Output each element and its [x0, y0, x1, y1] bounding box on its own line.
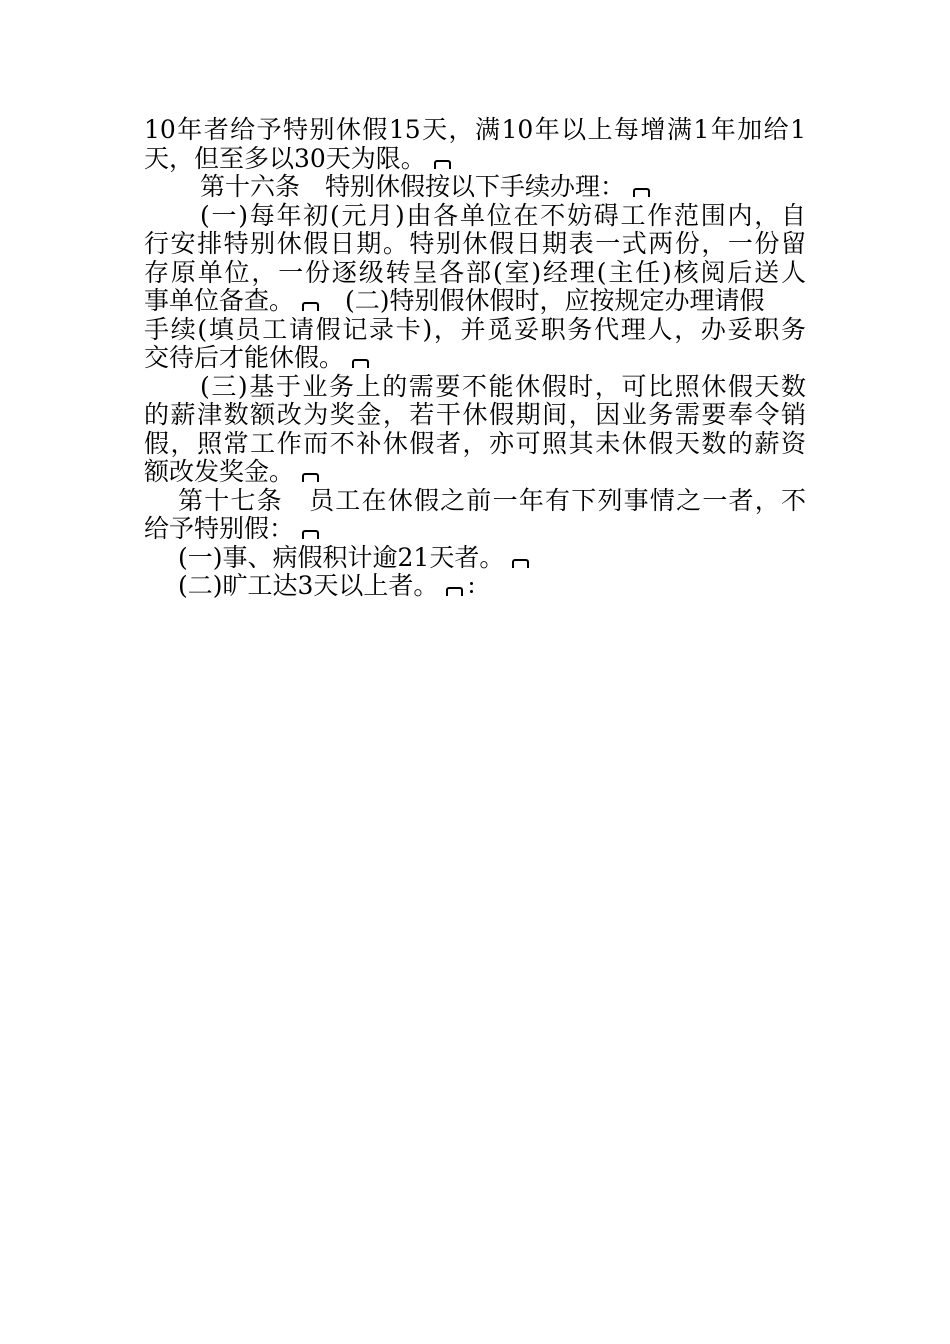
text-line: [144, 173, 806, 202]
text-run: 交待后才能休假。: [144, 343, 345, 372]
text-line: [144, 515, 806, 544]
ellipsis-mark-icon: [468, 578, 474, 598]
text-line: [144, 344, 806, 373]
document-body: [144, 116, 806, 601]
text-run: (二)特别假休假时，应按规定办理请假: [345, 286, 765, 315]
paragraph-mark-icon: [302, 530, 319, 539]
text-line: [144, 544, 806, 573]
text-run: 存原单位，一份逐级转呈各部(室)经理(主任)核阅后送人: [144, 257, 806, 287]
text-line: [144, 202, 806, 231]
text-line: [144, 287, 806, 316]
text-line: [144, 259, 806, 288]
text-line: [144, 401, 806, 430]
text-line: [144, 316, 806, 345]
paragraph-mark-icon: [512, 559, 529, 568]
text-line: [144, 458, 806, 487]
text-line: [144, 145, 806, 174]
paragraph-mark-icon: [434, 160, 451, 169]
text-run: (一)每年初(元月)由各单位在不妨碍工作范围内，自: [200, 200, 806, 230]
paragraph-mark-icon: [633, 188, 650, 197]
text-run: 假，照常工作而不补休假者，亦可照其未休假天数的薪资: [144, 428, 806, 458]
paragraph-mark-icon: [302, 473, 319, 482]
text-run: 10年者给予特别休假15天，满10年以上每增满1年加给1: [144, 115, 806, 144]
text-line: [144, 230, 806, 259]
text-line: [144, 487, 806, 516]
paragraph-mark-icon: [352, 359, 369, 368]
text-line: [144, 572, 806, 601]
paragraph-mark-icon: [302, 302, 319, 311]
text-run: 的薪津数额改为奖金，若干休假期间，因业务需要奉令销: [144, 400, 806, 429]
text-run: (二)旷工达3天以上者。: [178, 571, 439, 600]
paragraph-mark-icon: [446, 587, 463, 596]
text-run: 第十七条 员工在休假之前一年有下列事情之一者，不: [178, 485, 806, 515]
text-line: [144, 430, 806, 459]
text-run: 天，但至多以30天为限。: [144, 143, 426, 173]
text-run: 额改发奖金。: [144, 457, 295, 486]
text-run: (三)基于业务上的需要不能休假时，可比照休假天数: [200, 371, 806, 401]
text-run: 行安排特别休假日期。特别休假日期表一式两份，一份留: [144, 229, 806, 258]
text-run: 给予特别假：: [144, 514, 295, 543]
text-line: [144, 373, 806, 402]
text-line: [144, 116, 806, 145]
text-run: 手续(填员工请假记录卡)，并觅妥职务代理人，办妥职务: [144, 314, 806, 344]
text-run: (一)事、病假积计逾21天者。: [178, 542, 505, 572]
text-run: 第十六条 特别休假按以下手续办理：: [200, 172, 626, 201]
text-run: 事单位备查。: [144, 286, 295, 315]
